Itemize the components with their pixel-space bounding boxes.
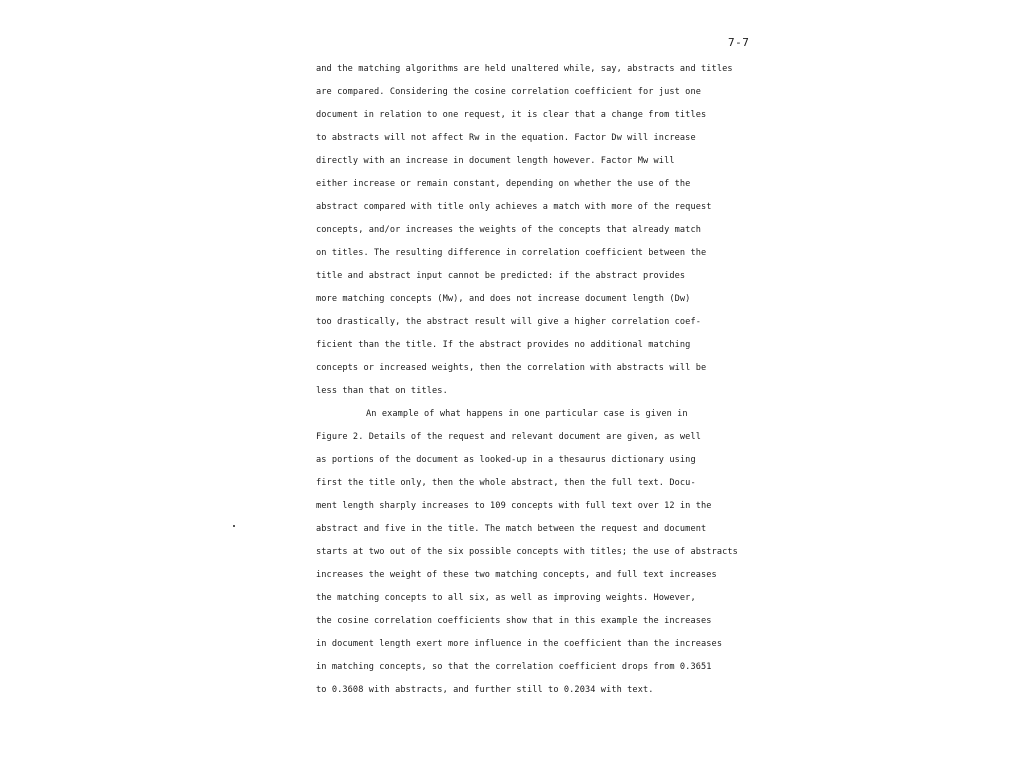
text-line: concepts or increased weights, then the correlation with abstracts will be [316,363,707,373]
text-line: either increase or remain constant, depending on whether the use of the [316,179,691,189]
text-line: ficient than the title. If the abstract provides no additional matching [316,340,691,350]
text-line: increases the weight of these two matching concepts, and full text increases [316,570,717,580]
text-line: Figure 2. Details of the request and relevant document are given, as well [316,432,701,442]
text-line: and the matching algorithms are held unaltered while, say, abstracts and titles [316,64,733,74]
text-line: first the title only, then the whole abstract, then the full text. Docu- [316,478,696,488]
text-line: too drastically, the abstract result will give a higher correlation coef- [316,317,701,327]
text-line: to abstracts will not affect Rw in the equation. Factor Dw will increase [316,133,696,143]
text-line: document in relation to one request, it is clear that a change from titles [316,110,707,120]
text-line: directly with an increase in document length however. Factor Mw will [316,156,675,166]
text-line: starts at two out of the six possible concepts with titles; the use of abstracts [316,547,738,557]
text-line: concepts, and/or increases the weights of the concepts that already match [316,225,701,235]
text-line: ment length sharply increases to 109 concepts with full text over 12 in the [316,501,712,511]
text-line: as portions of the document as looked-up in a thesaurus dictionary using [316,455,696,465]
text-line: the matching concepts to all six, as well as improving weights. However, [316,593,696,603]
text-line: on titles. The resulting difference in correlation coefficient between the [316,248,707,258]
text-line: to 0.3608 with abstracts, and further still to 0.2034 with text. [316,685,654,695]
text-line: abstract compared with title only achieves a match with more of the request [316,202,712,212]
text-line: in document length exert more influence in the coefficient than the increases [316,639,723,649]
body-text [316,58,766,702]
text-line: the cosine correlation coefficients show that in this example the increases [316,616,712,626]
text-line: less than that on titles. [316,386,448,396]
scan-speck [233,525,235,527]
text-line: in matching concepts, so that the correlation coefficient drops from 0.3651 [316,662,712,672]
text-line: more matching concepts (Mw), and does not increase document length (Dw) [316,294,691,304]
paragraph-start-line: An example of what happens in one particular case is given in [366,409,688,419]
page-number: 7-7 [728,36,750,49]
text-line: are compared. Considering the cosine correlation coefficient for just one [316,87,701,97]
text-line: abstract and five in the title. The match between the request and document [316,524,707,534]
text-line: title and abstract input cannot be predicted: if the abstract provides [316,271,686,281]
